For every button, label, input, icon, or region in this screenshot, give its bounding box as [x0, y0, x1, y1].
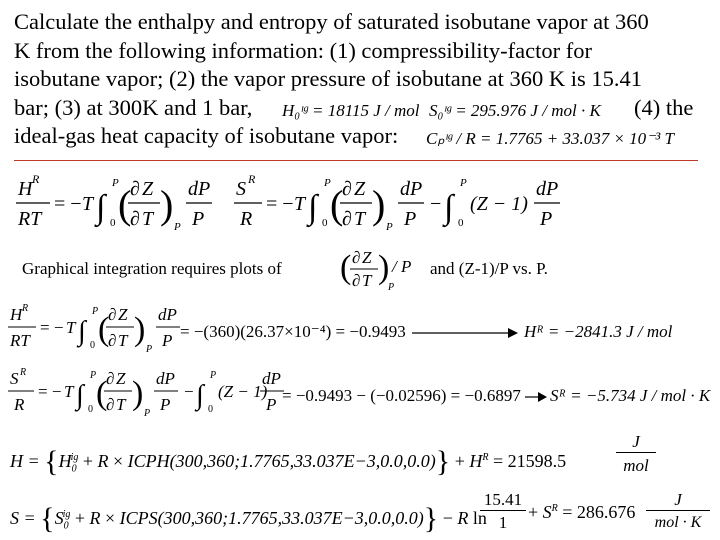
svg-text:Z: Z — [142, 178, 154, 200]
sr-arrow — [524, 390, 548, 404]
sr-integral — [6, 366, 296, 426]
problem-statement — [14, 8, 714, 151]
svg-text:P: P — [160, 395, 171, 414]
svg-text:0: 0 — [208, 404, 213, 415]
svg-text:dP: dP — [156, 369, 175, 388]
svg-text:T: T — [66, 318, 76, 337]
svg-text:∂: ∂ — [342, 178, 352, 200]
svg-text:∂: ∂ — [108, 305, 117, 324]
svg-text:0: 0 — [90, 340, 95, 351]
dzdt-derivative — [340, 244, 430, 294]
svg-text:dP: dP — [158, 305, 177, 324]
svg-text:H: H — [10, 305, 23, 324]
svg-text:(: ( — [118, 182, 132, 227]
svg-text:T: T — [294, 193, 306, 215]
svg-text:P: P — [162, 331, 173, 350]
graphical-note-prefix: Graphical integration requires plots of — [22, 259, 282, 278]
s-equation: $S = \{S_0^{ig} + R$ × ICPS(300,360;1.7765,33.037E−3,0.0,0.0)} − R ln — [10, 502, 487, 535]
svg-text:(: ( — [98, 311, 110, 348]
svg-text:): ) — [134, 311, 146, 348]
svg-text:T: T — [354, 208, 366, 230]
svg-text:P: P — [144, 408, 151, 419]
svg-text:∫: ∫ — [444, 189, 454, 226]
svg-text:S: S — [10, 369, 19, 388]
svg-text:(Z − 1): (Z − 1) — [218, 382, 268, 401]
svg-text:P: P — [386, 221, 393, 233]
svg-text:∂: ∂ — [130, 178, 140, 200]
svg-text:0: 0 — [88, 404, 93, 415]
svg-text:∂: ∂ — [130, 208, 140, 230]
s-ln-num: 15.41 — [480, 490, 526, 511]
svg-text:∫: ∫ — [96, 189, 106, 226]
svg-text:−: − — [430, 193, 442, 215]
s-unit-num: J — [646, 490, 710, 511]
svg-text:RT: RT — [10, 331, 30, 350]
problem-line-2: K from the following information: (1) compressibility-factor for — [14, 37, 592, 63]
svg-text:(: ( — [340, 249, 352, 286]
svg-text:P: P — [90, 370, 97, 381]
svg-text:T: T — [118, 331, 128, 350]
h-value: 21598.5 — [507, 451, 567, 471]
svg-text:P: P — [460, 177, 467, 189]
svg-text:P: P — [174, 221, 181, 233]
s-tail: + $S^R = 286.676$ — [528, 502, 636, 522]
svg-text:∂: ∂ — [106, 369, 115, 388]
svg-text:∫: ∫ — [308, 189, 318, 226]
svg-text:dP: dP — [188, 178, 211, 200]
svg-text:P: P — [112, 177, 119, 189]
svg-text:P: P — [324, 177, 331, 189]
svg-text:P: P — [210, 370, 217, 381]
svg-text:dP: dP — [262, 369, 281, 388]
svg-text:dP: dP — [400, 178, 423, 200]
hr-arrow — [410, 326, 520, 340]
svg-text:Z: Z — [354, 178, 366, 200]
svg-text:dP: dP — [536, 178, 559, 200]
svg-text:H: H — [18, 178, 33, 200]
svg-text:(: ( — [96, 375, 108, 412]
svg-text:0: 0 — [458, 217, 464, 229]
svg-text:RT: RT — [18, 208, 42, 230]
problem-line-5-text: ideal-gas heat capacity of isobutane vapor: — [14, 123, 399, 148]
svg-text:(: ( — [330, 182, 344, 227]
svg-text:∂: ∂ — [108, 331, 117, 350]
h-unit-num: J — [616, 432, 656, 453]
svg-text:R: R — [20, 367, 27, 378]
svg-text:∂: ∂ — [342, 208, 352, 230]
svg-text:0: 0 — [322, 217, 328, 229]
svg-text:P: P — [266, 395, 277, 414]
svg-text:∫: ∫ — [78, 316, 86, 347]
svg-text:∂: ∂ — [352, 248, 361, 267]
svg-text:(Z − 1): (Z − 1) — [470, 193, 528, 215]
svg-text:T: T — [82, 193, 94, 215]
s-value: 286.676 — [576, 502, 636, 522]
svg-text:−: − — [184, 382, 194, 401]
hr-calc: = −(360)(26.37×10⁻⁴) = −0.9493 — [180, 322, 406, 341]
given-s0: S₀ᶦᵍ = 295.976 J / mol · K — [429, 100, 601, 120]
s-ln-den: 1 — [498, 513, 508, 532]
sr-calc: = −0.9493 − (−0.02596) = −0.6897 — [282, 386, 521, 405]
svg-text:P: P — [92, 306, 99, 317]
svg-text:P: P — [146, 344, 153, 355]
svg-text:R: R — [14, 395, 25, 414]
svg-text:∫: ∫ — [76, 380, 84, 411]
h-equation: $H = \{H_0^{ig} + R$ × ICPH(300,360;1.7765,33.037E−3,0.0,0.0)} + $H^R = 21598.5$ — [10, 445, 567, 478]
svg-text:S: S — [236, 178, 246, 200]
svg-text:= −: = − — [266, 193, 294, 215]
svg-text:= −: = − — [38, 382, 62, 401]
svg-text:P: P — [192, 208, 205, 230]
svg-text:= −: = − — [40, 318, 64, 337]
svg-text:): ) — [132, 375, 144, 412]
graphical-note-suffix: and (Z-1)/P vs. P. — [430, 259, 548, 278]
svg-text:/ P: / P — [392, 257, 412, 276]
svg-text:P: P — [388, 282, 395, 293]
svg-text:∂: ∂ — [352, 271, 361, 290]
svg-text:Z: Z — [362, 248, 372, 267]
sr-value: Sᴿ = −5.734 J / mol · K — [550, 386, 711, 405]
svg-text:T: T — [142, 208, 154, 230]
svg-text:R: R — [32, 172, 40, 186]
svg-text:T: T — [362, 271, 372, 290]
problem-line-1: Calculate the enthalpy and entropy of saturated isobutane vapor at 360 — [14, 9, 649, 34]
residual-definitions — [14, 170, 574, 240]
svg-text:∂: ∂ — [106, 395, 115, 414]
s-icps-expr: ICPS(300,360;1.7765,33.037E−3,0.0,0.0) — [119, 508, 424, 528]
svg-text:R: R — [22, 303, 29, 314]
svg-text:P: P — [404, 208, 417, 230]
svg-text:Z: Z — [116, 369, 126, 388]
svg-text:Z: Z — [118, 305, 128, 324]
svg-text:): ) — [160, 182, 174, 227]
svg-text:T: T — [64, 382, 74, 401]
svg-text:R: R — [248, 172, 256, 186]
svg-text:∫: ∫ — [196, 380, 204, 411]
given-cp: Cₚᶦᵍ / R = 1.7765 + 33.037 × 10⁻³ T — [426, 129, 674, 148]
hr-value: Hᴿ = −2841.3 J / mol — [524, 322, 673, 341]
problem-line-4b: (4) the — [634, 94, 694, 120]
problem-line-4 — [14, 94, 714, 123]
s-unit-den: mol · K — [654, 514, 702, 531]
svg-text:R: R — [240, 208, 253, 230]
svg-text:P: P — [540, 208, 553, 230]
svg-text:): ) — [378, 249, 390, 286]
problem-line-4a: bar; (3) at 300K and 1 bar, — [14, 94, 253, 120]
divider-rule — [14, 160, 698, 161]
problem-line-3: isobutane vapor; (2) the vapor pressure of isobutane at 360 K is 15.41 — [14, 66, 642, 91]
h-icph-expr: ICPH(300,360;1.7765,33.037E−3,0.0,0.0) — [127, 451, 436, 471]
svg-text:T: T — [116, 395, 126, 414]
h-unit-den: mol — [623, 456, 649, 475]
svg-text:= −: = − — [54, 193, 82, 215]
svg-text:): ) — [372, 182, 386, 227]
svg-text:0: 0 — [110, 217, 116, 229]
problem-line-5 — [14, 122, 714, 151]
given-h0: H₀ᶦᵍ = 18115 J / mol — [282, 100, 420, 120]
